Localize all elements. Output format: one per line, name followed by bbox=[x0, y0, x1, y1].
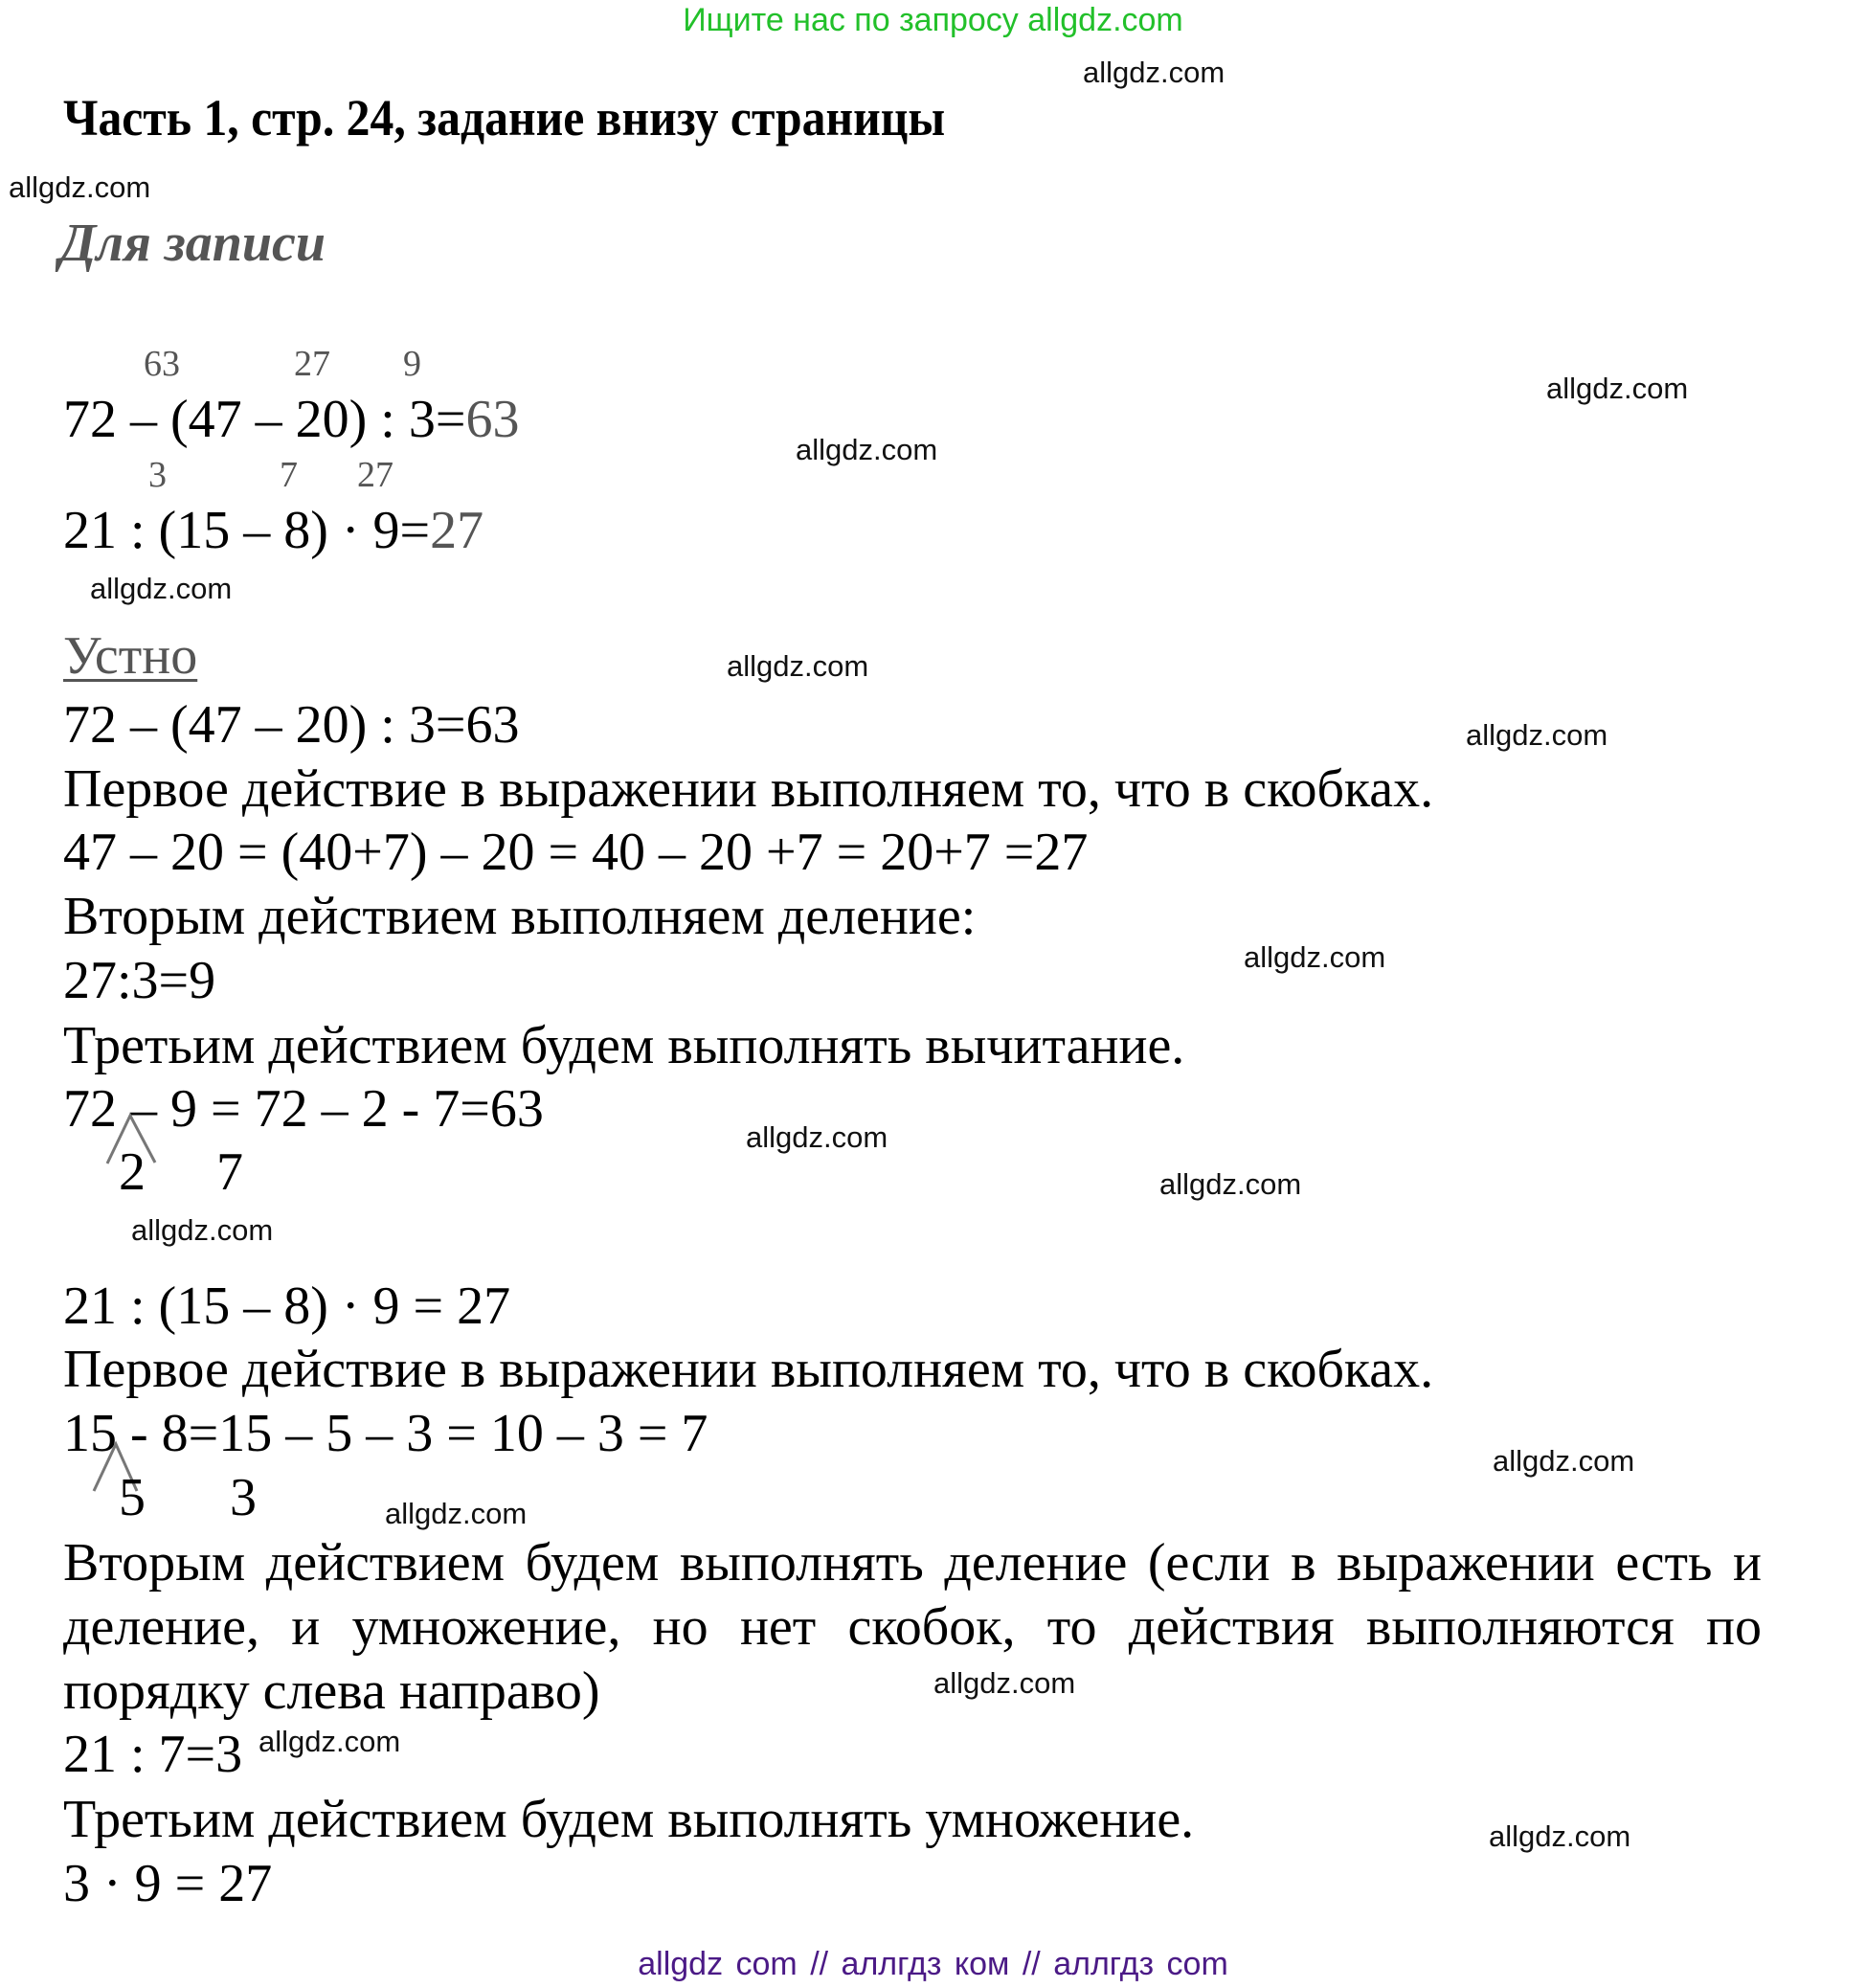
step-text: Первое действие в выражении выполняем то, что в скобках. bbox=[63, 759, 1434, 819]
superscript-result: 7 bbox=[280, 455, 298, 495]
split-right: 3 bbox=[230, 1468, 257, 1527]
watermark: allgdz.com bbox=[1466, 718, 1608, 752]
superscript-result: 63 bbox=[144, 344, 180, 384]
step-text: порядку слева направо) bbox=[63, 1661, 600, 1721]
split-left: 5 bbox=[119, 1468, 146, 1527]
step-text: Вторым действием будем выполнять деление (если в выражении есть и bbox=[63, 1533, 1762, 1593]
step-calc: 15 - 8=15 – 5 – 3 = 10 – 3 = 7 bbox=[63, 1404, 708, 1463]
superscript-result: 27 bbox=[357, 455, 393, 495]
watermark: allgdz.com bbox=[1244, 940, 1386, 974]
equation-expression: 72 – (47 – 20) : 3= bbox=[63, 390, 466, 449]
step-text: деление, и умножение, но нет скобок, то действия выполняются по bbox=[63, 1597, 1762, 1657]
watermark: allgdz.com bbox=[1489, 1819, 1631, 1853]
step-calc: 27:3=9 bbox=[63, 951, 216, 1010]
watermark: allgdz.com bbox=[1493, 1444, 1635, 1478]
step-text: Первое действие в выражении выполняем то, что в скобках. bbox=[63, 1340, 1434, 1399]
watermark: allgdz.com bbox=[385, 1497, 528, 1530]
number-split-lines bbox=[0, 0, 1, 1]
step-calc: 21 : 7=3 bbox=[63, 1725, 243, 1784]
section-subtitle: Для записи bbox=[59, 214, 326, 273]
step-calc: 3 · 9 = 27 bbox=[63, 1854, 273, 1913]
oral-expression-2: 21 : (15 – 8) · 9 = 27 bbox=[63, 1276, 511, 1336]
step-calc: 72 – 9 = 72 – 2 - 7=63 bbox=[63, 1079, 544, 1139]
page-title: Часть 1, стр. 24, задание внизу страницы bbox=[63, 89, 946, 147]
watermark: allgdz.com bbox=[746, 1120, 888, 1154]
split-right: 7 bbox=[216, 1142, 243, 1202]
superscript-result: 3 bbox=[148, 455, 167, 495]
footer-watermark: allgdz com // аллгдз ком // аллгдз com bbox=[638, 1946, 1228, 1982]
step-text: Вторым действием выполняем деление: bbox=[63, 887, 977, 946]
superscript-result: 27 bbox=[294, 344, 330, 384]
equation-expression: 21 : (15 – 8) · 9= bbox=[63, 501, 431, 560]
top-banner: Ищите нас по запросу allgdz.com bbox=[683, 2, 1183, 38]
oral-heading: Устно bbox=[63, 626, 198, 686]
oral-expression-1: 72 – (47 – 20) : 3=63 bbox=[63, 695, 520, 755]
watermark: allgdz.com bbox=[9, 170, 151, 204]
step-text: Третьим действием будем выполнять умножение. bbox=[63, 1790, 1195, 1849]
equation-2 bbox=[63, 500, 483, 561]
split-left: 2 bbox=[119, 1142, 146, 1202]
equation-answer: 63 bbox=[465, 390, 520, 449]
superscript-result: 9 bbox=[403, 344, 421, 384]
step-calc: 47 – 20 = (40+7) – 20 = 40 – 20 +7 = 20+7 =27 bbox=[63, 823, 1089, 882]
watermark: allgdz.com bbox=[90, 572, 233, 605]
watermark: allgdz.com bbox=[1159, 1167, 1302, 1201]
watermark: allgdz.com bbox=[727, 649, 869, 683]
watermark: allgdz.com bbox=[796, 433, 938, 466]
watermark: allgdz.com bbox=[1083, 56, 1225, 89]
step-text: Третьим действием будем выполнять вычитание. bbox=[63, 1016, 1185, 1075]
watermark: allgdz.com bbox=[933, 1666, 1076, 1700]
equation-answer: 27 bbox=[430, 501, 484, 560]
watermark: allgdz.com bbox=[259, 1725, 401, 1758]
watermark: allgdz.com bbox=[131, 1213, 274, 1247]
equation-1 bbox=[63, 389, 519, 450]
watermark: allgdz.com bbox=[1546, 372, 1689, 405]
